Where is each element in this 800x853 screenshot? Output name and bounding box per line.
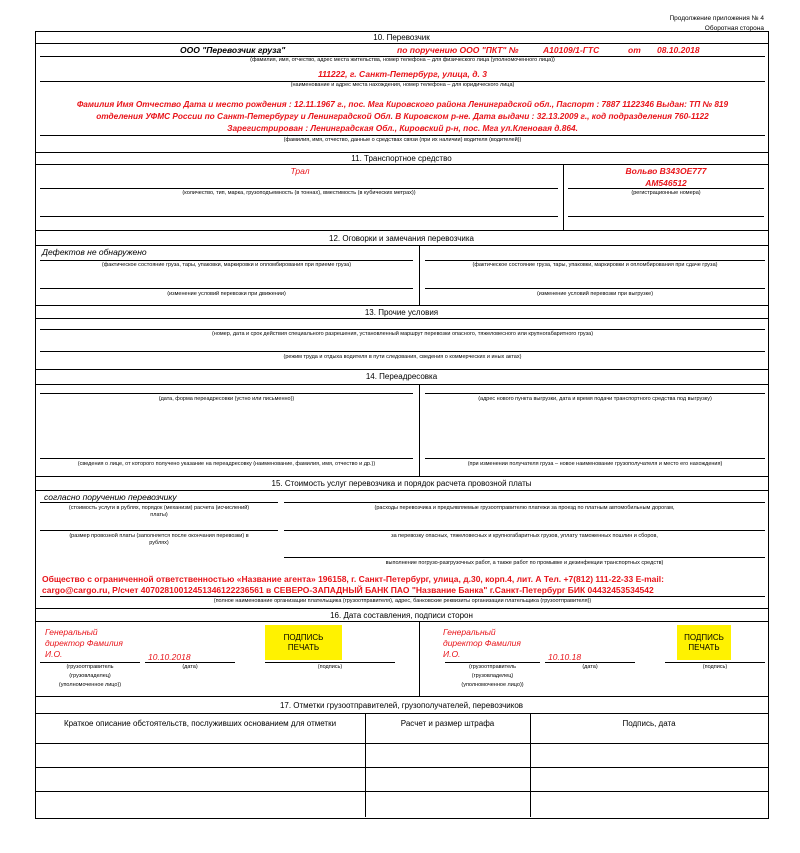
caption-expenses-1: (расходы перевозчика и предъявляемые грузоотправителю платежи за проезд по платным автомобильным дорогам, (374, 505, 675, 511)
left-cap-shipper-l1: (грузоотправитель (66, 664, 114, 670)
right-cap-shipper-l2: (грузовладелец) (471, 673, 514, 679)
defects-note: Дефектов не обнаружено (42, 247, 147, 257)
caption-size-l2: рублях) (149, 540, 169, 546)
left-date: 10.10.2018 (148, 652, 191, 662)
right-cap-shipper-l1: (грузоотправитель (468, 664, 517, 670)
carrier-order-from: от (628, 45, 641, 55)
appendix-line-1: Продолжение приложения № 4 (669, 15, 764, 22)
left-stamp-l1: ПОДПИСЬ (283, 632, 324, 642)
driver-line-2: отделения УФМС России по Санкт-Петербургу и Ленинградской Обл. В Кировском р-не. Дата выдачи : 32.13.2009 г., код подразделения 760-1122 (96, 111, 709, 121)
table-row (35, 743, 768, 744)
carrier-order-number: А10109/1-ГТС (543, 45, 600, 55)
right-cap-sign: (подпись) (702, 664, 728, 670)
left-signer-l1: Генеральный (45, 627, 98, 637)
caption-payer: (полное наименование организации плательщика (грузоотправителя), адрес, банковские реквизиты организации плательщика (грузоотправителя)) (213, 598, 592, 604)
caption-vehicle-reg: (регистрационные номера) (631, 190, 701, 196)
caption-recipient-change: (при изменении получателя груза – новое наименование грузополучателя и место его нахождения) (467, 461, 723, 467)
caption-state-accept: (фактическое состояние груза, тары, упаковки, маркировки и опломбирования при приеме груза) (101, 262, 352, 268)
caption-driver-mode: (режим труда и отдыха водителя в пути следования, сведения о коммерческих и иных актах) (283, 354, 522, 360)
caption-carrier-address: (наименование и адрес места нахождения, номер телефона – для юридического лица) (290, 82, 515, 88)
marks-col-fine: Расчет и размер штрафа (400, 719, 495, 728)
left-cap-shipper-l3: (уполномоченное лицо)) (58, 682, 122, 688)
carrier-order-date: 08.10.2018 (657, 45, 700, 55)
caption-expenses-3: выполнение погрузо-разгрузочных работ, а также работ по промывке и дезинфекции транспортных средств) (385, 560, 664, 566)
vehicle-reg-line-2: АМ546512 (645, 178, 687, 188)
right-signer-l1: Генеральный (443, 627, 496, 637)
caption-redirect-address: (адрес нового пункта выгрузки, дата и время подачи транспортного средства под выгрузку) (478, 396, 712, 402)
right-stamp (677, 625, 731, 660)
right-signer-l3: И.О. (443, 649, 461, 659)
left-cap-sign: (подпись) (317, 664, 343, 670)
caption-change-unload: (изменение условий перевозки при выгрузке) (536, 291, 654, 297)
caption-redirect-person: (сведения о лице, от которого получено указание на переадресовку (наименование, фамилия, имя, отчество и др.)) (77, 461, 376, 467)
caption-change-move: (изменение условий перевозки при движении) (167, 291, 286, 297)
caption-cost-l2: платы) (150, 512, 168, 518)
carrier-address: 111222, г. Санкт-Петербург, улица, д. 3 (318, 69, 487, 79)
left-stamp-l2: ПЕЧАТЬ (287, 642, 320, 652)
caption-carrier-person: (фамилия, имя, отчество, адрес места жительства, номер телефона – для физического лица (уполномоченного лица)) (250, 57, 555, 63)
caption-redirect-date: (дата, форма переадресовки (устно или письменно)) (158, 396, 295, 402)
carrier-order: по поручению ООО "ПКТ" № (397, 45, 519, 55)
appendix-line-2: Оборотная сторона (704, 25, 764, 32)
caption-size-l1: (размер провозной платы (заполняется после окончания перевозки) в (69, 533, 249, 539)
section-11-title: 11. Транспортное средство (351, 154, 452, 163)
right-stamp-l2: ПЕЧАТЬ (688, 642, 720, 652)
payer-line-2: cargo@cargo.ru, Р/счет 40702810012451346122236561 в СЕВЕРО-ЗАПАДНЫЙ БАНК ПАО "Название Банка" г.Санкт-Петербург БИК 04432453534542 (42, 585, 654, 595)
right-stamp-l1: ПОДПИСЬ (684, 632, 724, 642)
section-17-title: 17. Отметки грузоотправителей, грузополучателей, перевозчиков (279, 701, 524, 710)
right-date: 10.10.18 (548, 652, 582, 662)
marks-col-description: Краткое описание обстоятельств, послуживших основанием для отметки (63, 719, 337, 728)
right-signer-l2: директор Фамилия (443, 638, 521, 648)
left-signer-l3: И.О. (45, 649, 63, 659)
vehicle-info: Трал (290, 166, 310, 176)
left-cap-date: (дата) (182, 664, 198, 670)
driver-line-1: Фамилия Имя Отчество Дата и место рождения : 12.11.1967 г., пос. Мга Кировского района Ленинградской обл., Паспорт : 7887 1122346 Выдан: ТП № 819 (76, 99, 729, 109)
carrier-name: ООО "Перевозчик груза" (180, 45, 286, 55)
table-row (35, 767, 768, 768)
left-stamp (265, 625, 342, 660)
caption-cost-l1: (стоимость услуги в рублях, порядок (механизм) расчета (исчислений) (68, 505, 250, 511)
section-16-title: 16. Дата составления, подписи сторон (330, 611, 473, 620)
section-14-title: 14. Переадресовка (365, 372, 438, 381)
left-signer-l2: директор Фамилия (45, 638, 123, 648)
payer-line-1: Общество с ограниченной ответственностью «Название агента» 196158, г. Санкт-Петербург, улица, д.30, корп.4, лит. А Тел. +7(812) 111-22-33 E-mail: (42, 574, 664, 584)
agreement-note: согласно поручению перевозчику (44, 492, 177, 502)
caption-vehicle: (количество, тип, марка, грузоподъемность (в тоннах), вместимость (в кубических метрах)) (182, 190, 416, 196)
caption-driver: (фамилия, имя, отчество, данные о средствах связи (при их наличии) водителя (водителей)) (283, 137, 522, 143)
section-12-title: 12. Оговорки и замечания перевозчика (329, 234, 474, 243)
section-15-title: 15. Стоимость услуг перевозчика и порядок расчета провозной платы (271, 479, 532, 488)
caption-permit: (номер, дата и срок действия специального разрешения, установленный маршрут перевозки опасного, тяжеловесного или крупногабаритного груза) (211, 331, 594, 337)
right-cap-shipper-l3: (уполномоченное лицо)) (461, 682, 524, 688)
table-row (35, 791, 768, 792)
vehicle-reg-line-1: Вольво В343ОЕ777 (625, 166, 707, 176)
section-10-title: 10. Перевозчик (373, 33, 430, 42)
caption-expenses-2: за перевозку опасных, тяжеловесных и крупногабаритных грузов, уплату таможенных пошлин и сборов, (391, 533, 658, 539)
left-cap-shipper-l2: (грузовладелец) (69, 673, 111, 679)
section-13-title: 13. Прочие условия (364, 308, 439, 317)
marks-col-signature: Подпись, дата (622, 719, 676, 728)
driver-line-3: Зарегистрирован : Ленинградская Обл., Кировский р-н, пос. Мга ул.Кленовая д.864. (227, 123, 578, 133)
caption-state-deliver: (фактическое состояние груза, тары, упаковки, маркировки и опломбирования при сдаче груза) (472, 262, 718, 268)
right-cap-date: (дата) (582, 664, 598, 670)
